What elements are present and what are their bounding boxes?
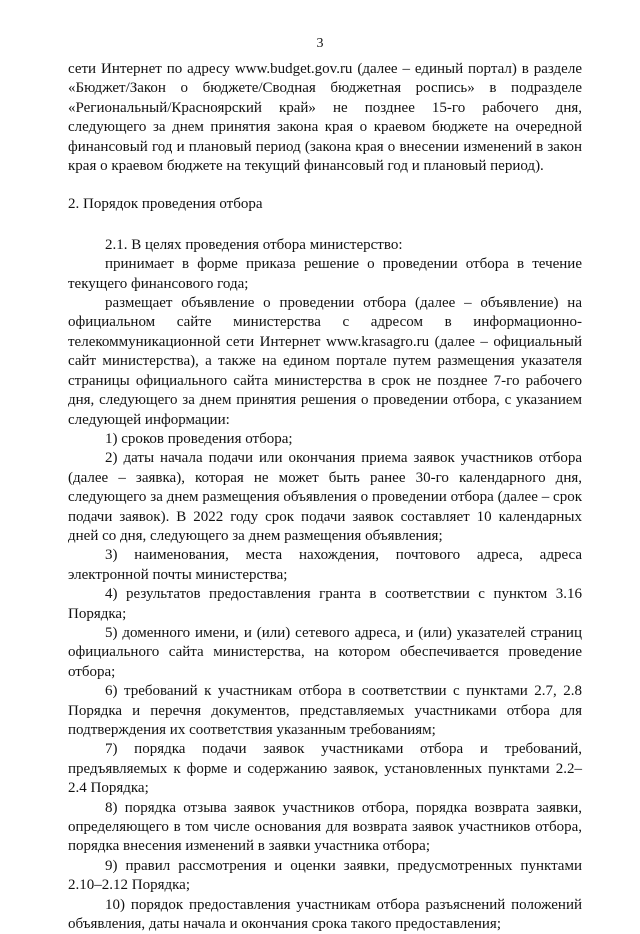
- document-body: [68, 60, 582, 934]
- list-item-6: 6) требований к участникам отбора в соответствии с пунктами 2.7, 2.8 Порядка и перечня документов, представляемых участниками отбора для подтверждения их соответствия указанным требованиям;: [68, 683, 582, 738]
- list-item-2: 2) даты начала подачи или окончания приема заявок участников отбора (далее – заявка), которая не может быть ранее 30-го календарного дня, следующего за днем размещения объявления о проведении отбора (далее – срок подачи заявок). В 2022 году срок подачи заявок составляет 10 календарных дней со дня, следующего за днем размещения объявления;: [68, 450, 582, 544]
- list-item-10: 10) порядок предоставления участникам отбора разъяснений положений объявления, даты начала и окончания срока такого предоставления;: [68, 896, 582, 933]
- list-item-1: 1) сроков проведения отбора;: [105, 430, 293, 447]
- list-item-8: 8) порядка отзыва заявок участников отбора, порядка возврата заявки, определяющего в том числе основания для возврата заявок участников отбора, порядка внесения изменений в заявки участника отбора;: [68, 799, 582, 855]
- list-item-4: 4) результатов предоставления гранта в соответствии с пунктом 3.16 Порядка;: [68, 586, 582, 622]
- paragraph-2-1: 2.1. В целях проведения отбора министерство:: [105, 236, 403, 253]
- paragraph-announcement: размещает объявление о проведении отбора (далее – объявление) на официальном сайте министерства с адресом в информационно-телекоммуникационной сети Интернет www.krasagro.ru (далее – официальный сайт министерства), а также на едином портале путем размещения указателя страницы официального сайта министерства в срок не позднее 7-го рабочего дня, следующего за днем принятия решения о проведении отбора, с указанием следующей информации:: [68, 295, 582, 428]
- page-number: 3: [316, 36, 324, 51]
- list-item-9: 9) правил рассмотрения и оценки заявки, предусмотренных пунктами 2.10–2.12 Порядка;: [68, 857, 582, 894]
- list-item-7: 7) порядка подачи заявок участниками отбора и требований, предъявляемых к форме и содержанию заявок, установленных пунктами 2.2–2.4 Порядка;: [68, 741, 582, 797]
- section-heading: 2. Порядок проведения отбора: [68, 196, 263, 213]
- paragraph-decision: принимает в форме приказа решение о проведении отбора в течение текущего финансового года;: [68, 256, 582, 292]
- intro-paragraph: сети Интернет по адресу www.budget.gov.ru (далее – единый портал) в разделе «Бюджет/Закон о бюджете/Сводная бюджетная роспись» в подразделе «Региональный/Красноярский край» не позднее 15-го рабочего дня, следующего за днем принятия закона края о краевом бюджете на очередной финансовый год и плановый период (закона края о внесении изменений в закон края о краевом бюджете на текущий финансовый год и плановый период).: [68, 61, 582, 175]
- list-item-5: 5) доменного имени, и (или) сетевого адреса, и (или) указателей страниц официального сайта министерства, на котором обеспечивается проведение отбора;: [68, 624, 582, 680]
- list-item-3: 3) наименования, места нахождения, почтового адреса, адреса электронной почты министерства;: [68, 547, 582, 583]
